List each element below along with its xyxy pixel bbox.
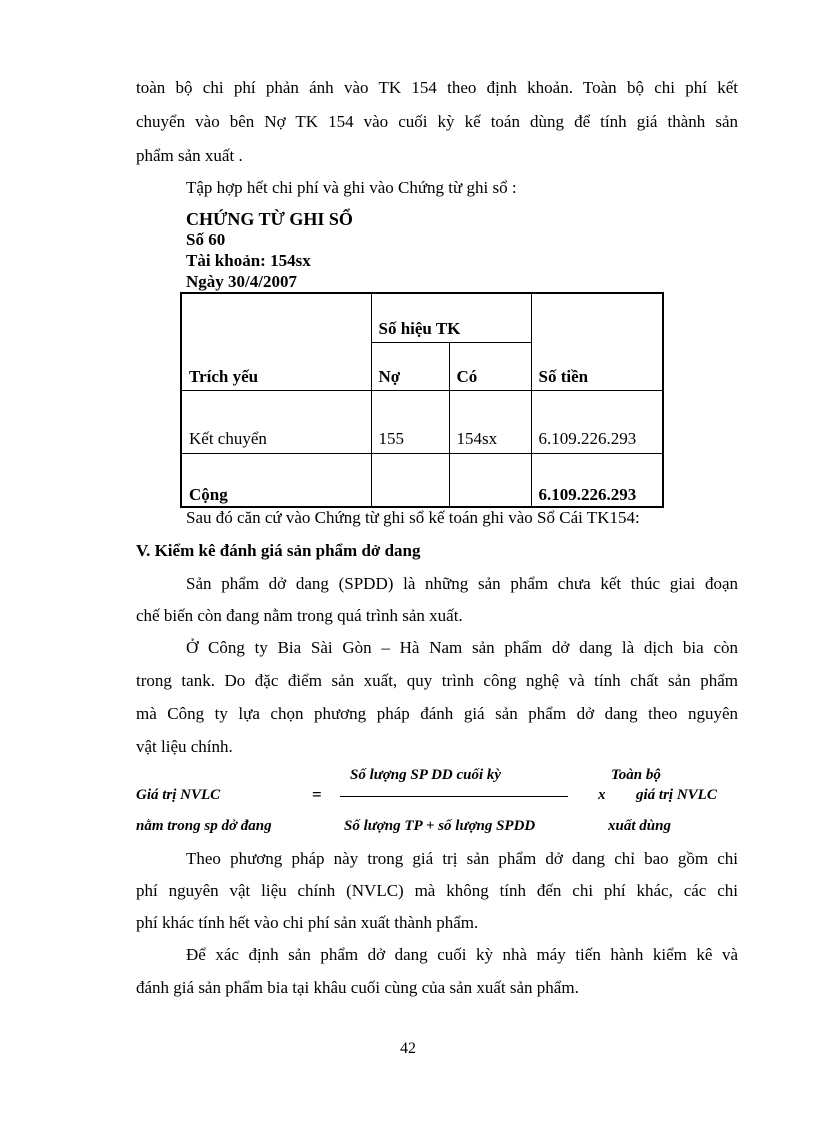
section-p2-line-3: mà Công ty lựa chọn phương pháp đánh giá sản phẩm dở dang theo nguyên [136, 704, 738, 723]
formula-lhs-top: Giá trị NVLC [136, 787, 221, 803]
total-amount: 6.109.226.293 [531, 453, 663, 507]
header-amount: Số tiền [531, 293, 663, 390]
row-amount: 6.109.226.293 [531, 390, 663, 453]
formula-lhs-bottom: nằm trong sp dở đang [136, 818, 272, 834]
section-p1-line-2: chế biến còn đang nằm trong quá trình sản xuất. [136, 606, 463, 625]
table-header-row-1 [181, 293, 663, 342]
total-debit-empty [371, 453, 449, 507]
voucher-number: Số 60 [186, 230, 226, 249]
intro-line-1: toàn bộ chi phí phản ánh vào TK 154 theo định khoản. Toàn bộ chi phí kết [136, 78, 738, 97]
total-label: Cộng [181, 453, 371, 507]
row-credit: 154sx [449, 390, 531, 453]
formula-denominator: Số lượng TP + số lượng SPDD [344, 818, 536, 834]
fraction-bar [340, 796, 568, 797]
voucher-date: Ngày 30/4/2007 [186, 272, 297, 291]
total-credit-empty [449, 453, 531, 507]
formula-rhs-line-3: xuất dùng [608, 818, 671, 834]
row-debit: 155 [371, 390, 449, 453]
section-p2-line-2: trong tank. Do đặc điểm sản xuất, quy trình công nghệ và tính chất sản phẩm [136, 671, 738, 690]
formula-numerator: Số lượng SP DD cuối kỳ [350, 767, 502, 783]
intro-line-3: phẩm sản xuất . [136, 146, 243, 165]
section-heading: V. Kiểm kê đánh giá sản phẩm dở dang [136, 541, 421, 560]
formula-rhs-line-2: giá trị NVLC [636, 787, 717, 803]
after-table-text: Sau đó căn cứ vào Chứng từ ghi sổ kế toán ghi vào Sổ Cái TK154: [186, 508, 640, 527]
closing-p4-line-1: Để xác định sản phẩm dở dang cuối kỳ nhà máy tiến hành kiểm kê và [186, 945, 738, 964]
voucher-table [180, 292, 664, 508]
section-p2-line-4: vật liệu chính. [136, 737, 233, 756]
formula-equals: = [312, 785, 322, 804]
header-debit: Nợ [371, 342, 449, 390]
header-account-no: Số hiệu TK [371, 293, 531, 342]
row-summary: Kết chuyển [181, 390, 371, 453]
closing-p4-line-2: đánh giá sản phẩm bia tại khâu cuối cùng của sản xuất sản phẩm. [136, 978, 579, 997]
header-summary: Trích yếu [181, 293, 371, 390]
closing-p3-line-1: Theo phương pháp này trong giá trị sản phẩm dở dang chỉ bao gồm chi [186, 849, 738, 868]
table-row [181, 390, 663, 453]
intro-line-2: chuyển vào bên Nợ TK 154 vào cuối kỳ kế toán dùng để tính giá thành sản [136, 112, 738, 131]
section-p1-line-1: Sản phẩm dở dang (SPDD) là những sản phẩm chưa kết thúc giai đoạn [186, 574, 738, 593]
voucher-title: CHỨNG TỪ GHI SỔ [186, 209, 353, 229]
voucher-account: Tài khoản: 154sx [186, 251, 311, 270]
formula-times: x [598, 787, 606, 803]
closing-p3-line-2: phí nguyên vật liệu chính (NVLC) mà không tính đến chi phí khác, các chi [136, 881, 738, 900]
intro-line-4: Tập hợp hết chi phí và ghi vào Chứng từ ghi sổ : [186, 178, 517, 197]
section-p2-line-1: Ở Công ty Bia Sài Gòn – Hà Nam sản phẩm dở dang là dịch bia còn [186, 638, 738, 657]
table-total-row [181, 453, 663, 507]
header-credit: Có [449, 342, 531, 390]
formula-rhs-line-1: Toàn bộ [611, 767, 661, 783]
closing-p3-line-3: phí khác tính hết vào chi phí sản xuất thành phẩm. [136, 913, 479, 932]
page-number: 42 [400, 1040, 416, 1057]
